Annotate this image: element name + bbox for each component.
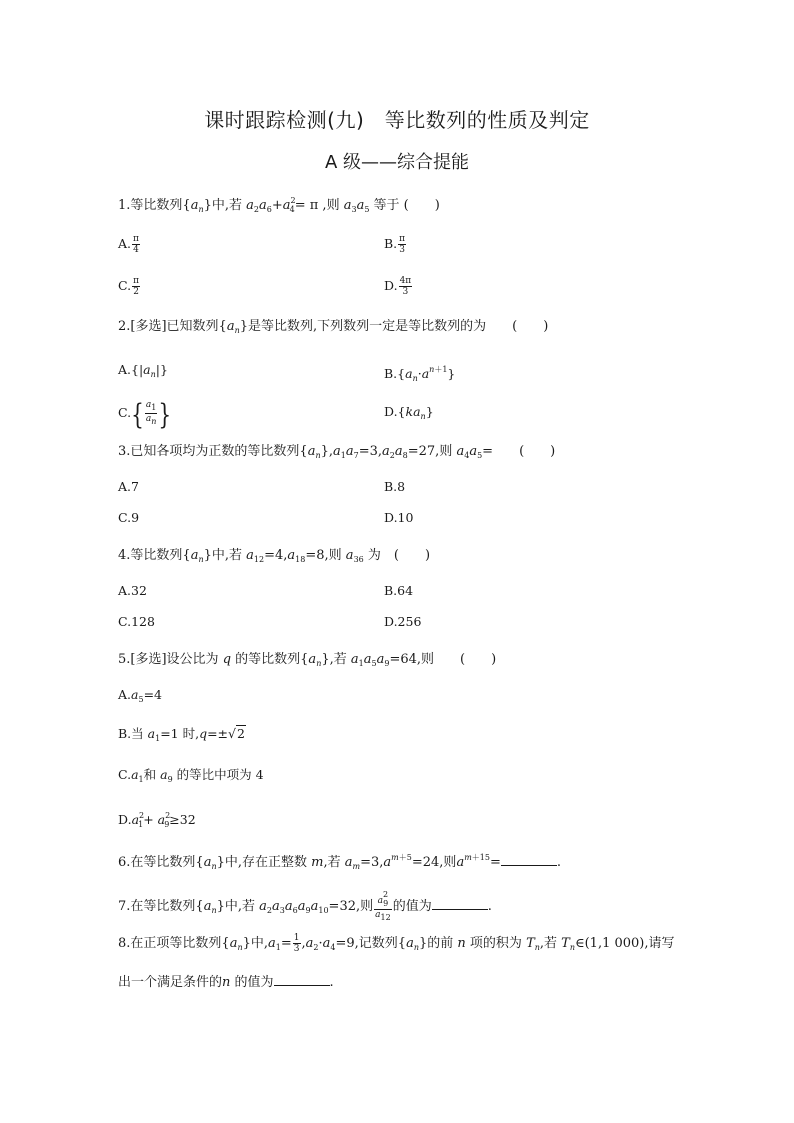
question-1: 1.等比数列$\{a_n\}$中,若 $a_2a_6+a^2_4= \pi$ ,则 $a_3a_5$ 等于 ( ) (118, 196, 440, 214)
question-3: 3.已知各项均为正数的等比数列$\{a_n\},a_1a_7=3,a_2a_8=27$,则 $a_4a_5=$ ( ) (118, 444, 556, 460)
question-8-line2: 出一个满足条件的n 的值为 . (118, 975, 334, 990)
question-5: 5.[多选]设公比为 q 的等比数列$\{a_n\}$,若 $a_1a_5a_9=64$,则 ( ) (118, 652, 497, 668)
q5-option-c[interactable]: $C.a_1$和 $a_9$ 的等比中项为 4 (118, 767, 264, 784)
q5-option-b[interactable]: B.当 $a_1=1$ 时,q=±√2 (118, 726, 245, 743)
q8-answer-blank[interactable] (274, 973, 330, 986)
q1-option-b[interactable]: B. $\frac{\pi}{3}$ (384, 234, 406, 255)
q7-answer-blank[interactable] (432, 897, 488, 910)
question-6: 6.在等比数列$\{a_n\}$中,存在正整数 m,若 $a_m=3,a^{m+5}=24$,则$a^{m+15}=$ . (118, 853, 562, 871)
q1-option-a[interactable]: A. $\frac{\pi}{4}$ (118, 234, 139, 255)
q2-option-b[interactable]: $B.\{a_n\cdot a^{n+1}\}$ (384, 365, 456, 383)
q1-option-c[interactable]: C. $\frac{\pi}{2}$ (118, 276, 140, 297)
question-4: 4.等比数列$\{a_n\}$中,若 $a_{12}=4,a_{18}=8$,则 $a_{36}$ 为 ( ) (118, 548, 431, 564)
q4-option-a[interactable]: A.32 (118, 583, 147, 598)
q4-option-b[interactable]: B.64 (384, 583, 414, 598)
section-subtitle: A 级——综合提能 (324, 152, 470, 173)
page-title: 课时跟踪检测(九) 等比数列的性质及判定 (204, 108, 590, 132)
q4-option-c[interactable]: C.128 (118, 614, 155, 629)
q5-option-a[interactable]: $A.a_5=4$ (118, 687, 162, 704)
q3-option-a[interactable]: A.7 (118, 479, 139, 494)
q5-option-d[interactable]: $D.a^2_1+ a^2_9\ge 32$ (118, 811, 196, 829)
q4-option-d[interactable]: D.256 (384, 614, 422, 629)
q3-option-c[interactable]: C.9 (118, 510, 140, 525)
question-8-line1: 8.在正项等比数列$\{a_n\}$中$,a_1=$ $\frac{1}{3}$ $,a_2\cdot a_4=9$,记数列$\{a_n\}$的前 n 项的积为 $T_n$,若 $T_n\in(1,1$ 000),请写 (118, 933, 675, 954)
q6-answer-blank[interactable] (501, 853, 557, 866)
q1-option-d[interactable]: D. $\frac{4\pi}{3}$ (384, 276, 412, 297)
q2-option-a[interactable]: $A.\{|a_n|\}$ (118, 362, 168, 379)
question-2: 2.[多选]已知数列$\{a_n\}$是等比数列,下列数列一定是等比数列的为 ( ) (118, 319, 549, 335)
q3-option-b[interactable]: B.8 (384, 479, 406, 494)
q2-option-d[interactable]: $D.\{ka_n\}$ (384, 404, 434, 421)
q2-option-c[interactable]: C.{ $\frac{a_1}{a_n}$ } (118, 396, 172, 431)
question-7: 7.在等比数列$\{a_n\}$中,若 $a_2a_3a_6a_9a_{10}=32$,则 $\frac{a^2_9}{a_{12}}$ 的值为 . (118, 890, 492, 922)
q3-option-d[interactable]: D.10 (384, 510, 414, 525)
